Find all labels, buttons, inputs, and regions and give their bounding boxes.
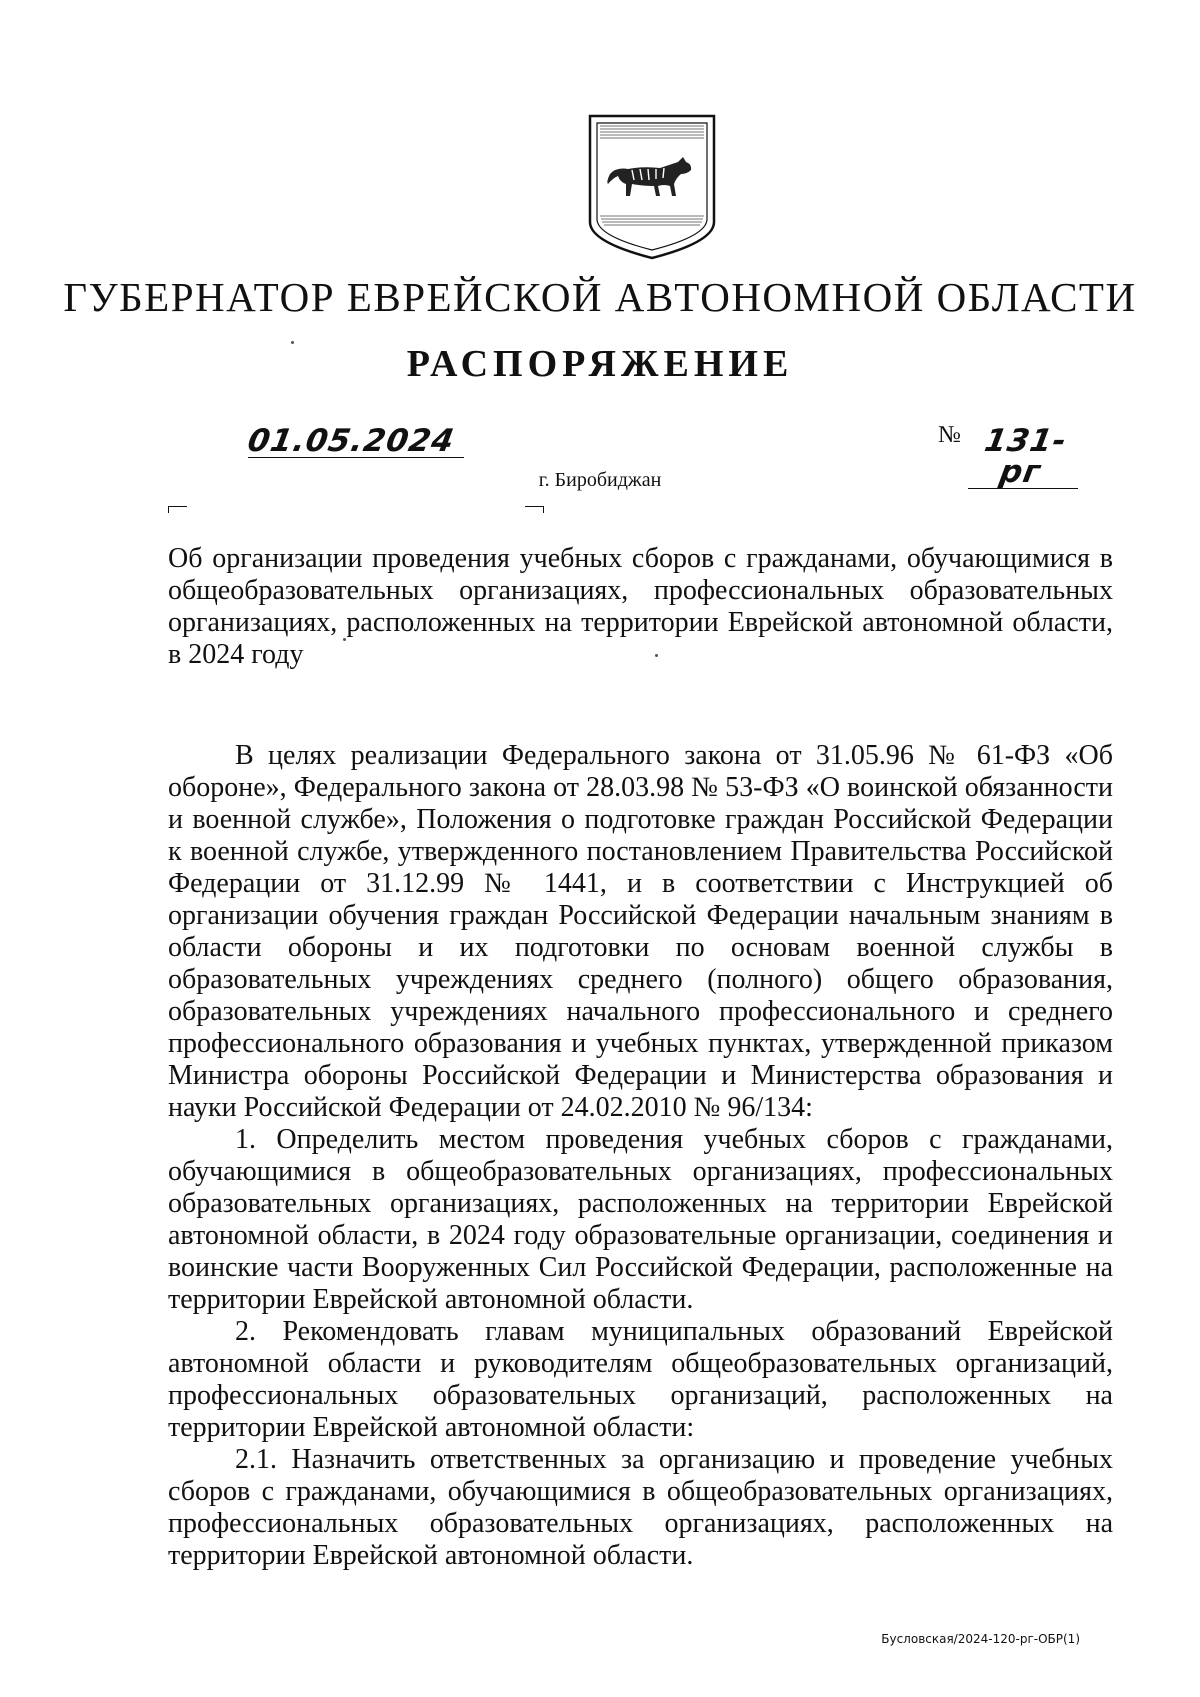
date-field xyxy=(244,423,464,459)
tiger-icon xyxy=(607,157,691,196)
subject-text: Об организации проведения учебных сборов с гражданами, обучающимися в общеобразовательных организациях, профессиональных образовательных организациях, расположенных на территории Еврейской автономной области, в 2024 году xyxy=(168,543,1113,670)
item-1-paragraph: 1. Определить местом проведения учебных сборов с гражданами, обучающимися в общеобразовательных организациях, профессиональных образовательных организациях, расположенных на территории Еврейской автономной области, в 2024 году образовательные организации, соединения и воинские части Вооруженных Сил Российской Федерации, расположенные на территории Еврейской автономной области. xyxy=(168,1124,1113,1315)
preamble-paragraph: В целях реализации Федерального закона от 31.05.96 № 61-ФЗ «Об обороне», Федерального закона от 28.03.98 № 53-ФЗ «О воинской обязанности и военной службе», Положения о подготовке граждан Российской Федерации к военной службе, утвержденного постановлением Правительства Российской Федерации от 31.12.99 № 1441, и в соответствии с Инструкцией об организации обучения граждан Российской Федерации начальным знаниям в области обороны и их подготовки по основам военной службы в образовательных учреждениях среднего (полного) общего образования, образовательных учреждениях начального профессионального и среднего профессионального образования и учебных пунктах, утвержденной приказом Министра обороны Российской Федерации и Министерства образования и науки Российской Федерации от 24.02.2010 № 96/134: xyxy=(168,740,1113,1123)
number-label: № xyxy=(938,422,961,448)
coat-of-arms-emblem xyxy=(586,112,718,262)
scan-speck xyxy=(655,654,658,657)
item-2-1-paragraph: 2.1. Назначить ответственных за организацию и проведение учебных сборов с гражданами, обучающимися в общеобразовательных организациях, профессиональных образовательных организациях, расположенных на территории Еврейской автономной области. xyxy=(168,1444,1113,1571)
city-line: г. Биробиджан xyxy=(538,469,662,491)
handwritten-date: 01.05.2024 xyxy=(244,423,458,459)
document-code-footer: Бусловская/2024-120-рг-ОБР(1) xyxy=(881,1632,1080,1646)
right-corner-mark xyxy=(525,506,544,513)
item-2-paragraph: 2. Рекомендовать главам муниципальных образований Еврейской автономной области и руководителям общеобразовательных организаций, профессиональных образовательных организаций, расположенных на территории Еврейской автономной области: xyxy=(168,1316,1113,1443)
left-corner-mark xyxy=(168,506,187,513)
scan-speck xyxy=(291,341,294,344)
subject-block xyxy=(168,543,1113,671)
scan-speck xyxy=(343,638,346,641)
document-type-title: РАСПОРЯЖЕНИЕ xyxy=(406,343,794,385)
handwritten-number: 131-рг xyxy=(981,423,1070,490)
body-text xyxy=(168,740,1113,1572)
issuer-title: ГУБЕРНАТОР ЕВРЕЙСКОЙ АВТОНОМНОЙ ОБЛАСТИ xyxy=(63,274,1137,320)
